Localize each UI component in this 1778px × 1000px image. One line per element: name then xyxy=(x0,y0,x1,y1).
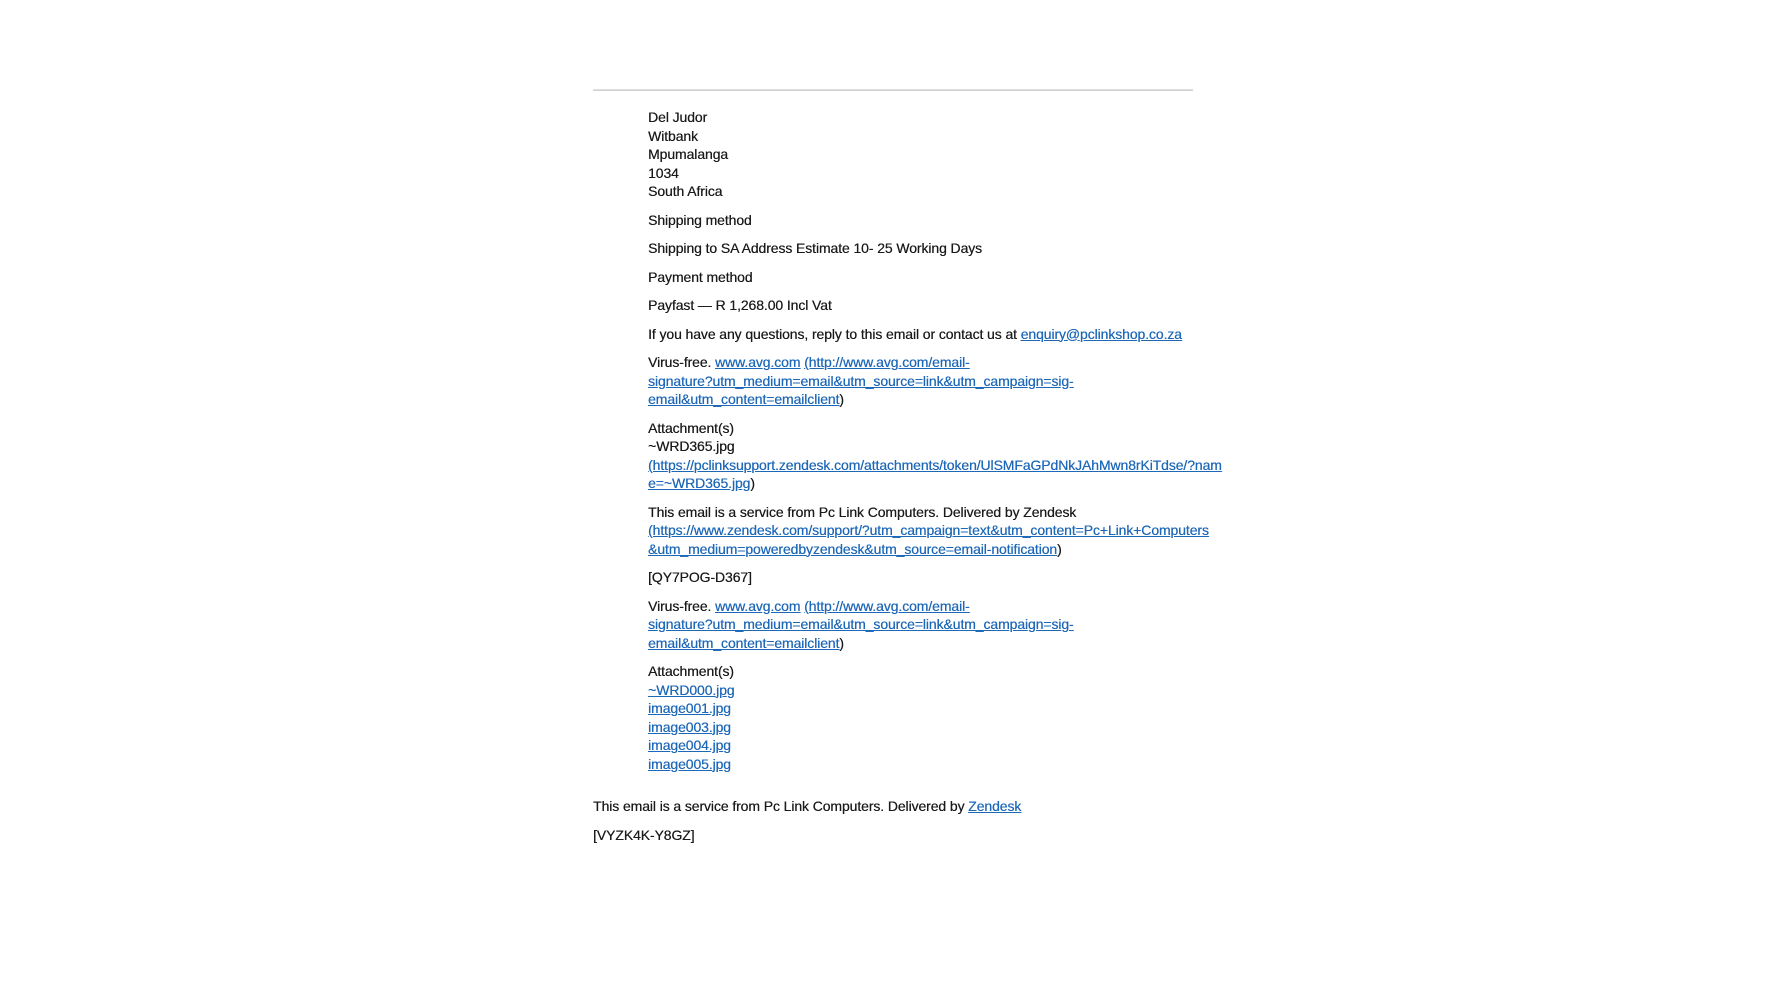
attachment-filename: ~WRD365.jpg xyxy=(648,438,735,454)
shipping-method-label-text: Shipping method xyxy=(648,211,752,228)
attachments-label: Attachment(s) xyxy=(648,419,734,436)
ticket-code-text: [QY7POG-D367] xyxy=(648,569,752,585)
avg-notice-1 xyxy=(648,353,1193,409)
attachments-label: Attachment(s) xyxy=(648,663,734,679)
virus-free-text: Virus-free. xyxy=(648,597,712,614)
avg-signature-url-link[interactable] xyxy=(648,354,1074,407)
attachment-block-1 xyxy=(648,419,1222,493)
shipping-method-value-text: Shipping to SA Address Estimate 10- 25 Working Days xyxy=(648,240,982,256)
zendesk-url-line[interactable]: &utm_medium=poweredbyzendesk&utm_source=email-notification xyxy=(648,540,1057,557)
attachment-block-2 xyxy=(648,662,1193,773)
top-divider xyxy=(593,89,1193,91)
payment-method-value xyxy=(648,296,1193,315)
email-footer xyxy=(593,797,1193,844)
avg-url-line[interactable]: email&utm_content=emailclient xyxy=(648,391,840,407)
email-body xyxy=(648,108,1222,773)
payment-method-label xyxy=(648,268,1193,287)
address-line: Witbank xyxy=(648,127,698,144)
attachment-file-link[interactable]: image003.jpg xyxy=(648,718,731,735)
attachment-file-link[interactable]: image004.jpg xyxy=(648,737,731,753)
avg-signature-url-link[interactable] xyxy=(648,598,1074,651)
address-line: 1034 xyxy=(648,164,679,181)
zendesk-service-text: This email is a service from Pc Link Computers. Delivered by Zendesk xyxy=(648,503,1077,520)
footer-service-line xyxy=(593,797,1193,816)
zendesk-link[interactable]: Zendesk xyxy=(968,798,1022,814)
email-document xyxy=(593,89,1222,854)
attachment-token-url-link[interactable] xyxy=(648,457,1222,492)
footer-ticket-code xyxy=(593,826,1193,845)
footer-service-text: This email is a service from Pc Link Computers. Delivered by xyxy=(593,798,965,814)
payment-method-label-text: Payment method xyxy=(648,268,753,285)
avg-url-line[interactable]: signature?utm_medium=email&utm_source=link&utm_campaign=sig- xyxy=(648,616,1074,632)
ticket-code-1 xyxy=(648,568,1193,587)
attachment-file-link[interactable]: ~WRD000.jpg xyxy=(648,681,735,698)
avg-www-link[interactable]: www.avg.com xyxy=(715,597,801,614)
questions-line xyxy=(648,325,1193,344)
avg-url-line[interactable]: email&utm_content=emailclient xyxy=(648,634,840,651)
attachment-url-line[interactable]: (https://pclinksupport.zendesk.com/attachments/token/UlSMFaGPdNkJAhMwn8rKiTdse/?nam xyxy=(648,456,1222,473)
address-line: South Africa xyxy=(648,183,723,199)
shipping-method-value xyxy=(648,239,1193,258)
questions-text: If you have any questions, reply to this email or contact us at xyxy=(648,325,1017,342)
zendesk-support-url-link[interactable] xyxy=(648,522,1209,557)
payment-method-value-text: Payfast — R 1,268.00 Incl Vat xyxy=(648,297,832,313)
address-line: Del Judor xyxy=(648,109,708,125)
close-paren: ) xyxy=(1056,540,1062,557)
address-line: Mpumalanga xyxy=(648,146,728,162)
zendesk-url-line[interactable]: (https://www.zendesk.com/support/?utm_campaign=text&utm_content=Pc+Link+Computers xyxy=(648,522,1209,538)
avg-url-line[interactable]: (http://www.avg.com/email- xyxy=(804,597,970,614)
shipping-method-label xyxy=(648,211,1193,230)
zendesk-service-block xyxy=(648,503,1209,559)
attachment-url-line[interactable]: e=~WRD365.jpg xyxy=(648,475,751,491)
ticket-code-text: [VYZK4K-Y8GZ] xyxy=(593,826,695,843)
virus-free-text: Virus-free. xyxy=(648,354,712,370)
enquiry-email-link[interactable]: enquiry@pclinkshop.co.za xyxy=(1020,325,1182,342)
attachment-file-link[interactable]: image001.jpg xyxy=(648,700,731,716)
avg-url-line[interactable]: signature?utm_medium=email&utm_source=link&utm_campaign=sig- xyxy=(648,372,1074,389)
close-paren: ) xyxy=(750,475,755,491)
avg-url-line[interactable]: (http://www.avg.com/email- xyxy=(804,354,970,370)
close-paren: ) xyxy=(839,634,844,651)
avg-notice-2 xyxy=(648,597,1193,653)
address-block xyxy=(648,108,1193,201)
avg-www-link[interactable]: www.avg.com xyxy=(715,354,801,370)
attachment-file-link[interactable]: image005.jpg xyxy=(648,755,731,772)
close-paren: ) xyxy=(839,391,844,407)
